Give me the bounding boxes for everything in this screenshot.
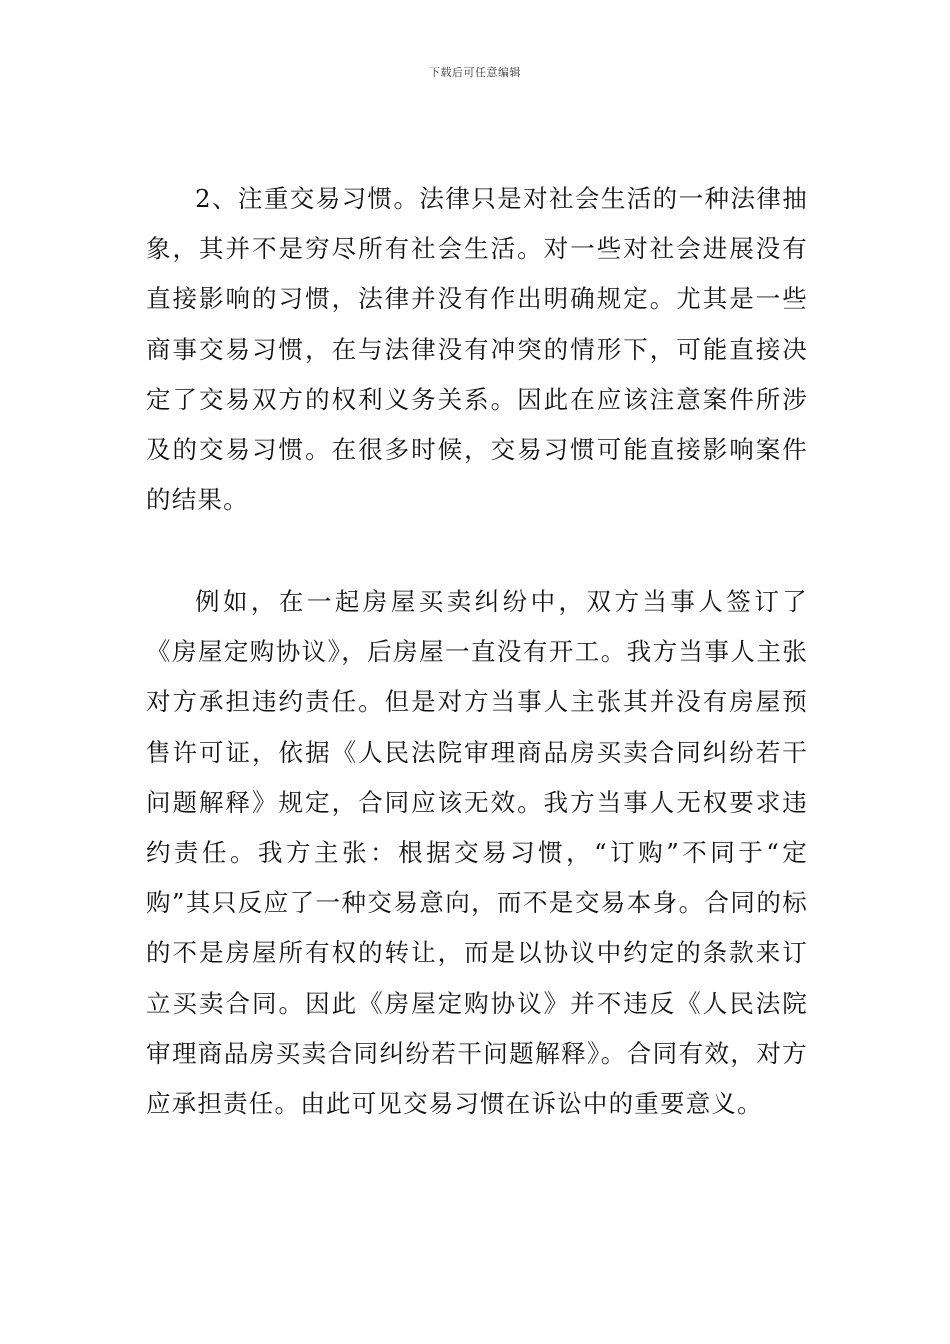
- paragraph-trade-custom: [146, 174, 808, 525]
- paragraph-example-case: [146, 577, 808, 1129]
- paragraph-text: 例如，在一起房屋买卖纠纷中，双方当事人签订了《房屋定购协议》，后房屋一直没有开工。我方当事人主张对方承担违约责任。但是对方当事人主张其并没有房屋预售许可证，依据《人民法院审理商品房买卖合同纠纷若干问题解释》规定，合同应该无效。我方当事人无权要求违约责任。我方主张：根据交易习惯，“订购”不同于“定购”其只反应了一种交易意向，而不是交易本身。合同的标的不是房屋所有权的转让，而是以协议中约定的条款来订立买卖合同。因此《房屋定购协议》并不违反《人民法院审理商品房买卖合同纠纷若干问题解释》。合同有效，对方应承担责任。由此可见交易习惯在诉讼中的重要意义。: [146, 587, 808, 1119]
- paragraph-text: 2、注重交易习惯。法律只是对社会生活的一种法律抽象，其并不是穷尽所有社会生活。对一些对社会进展没有直接影响的习惯，法律并没有作出明确规定。尤其是一些商事交易习惯，在与法律没有冲突的情形下，可能直接决定了交易双方的权利义务关系。因此在应该注意案件所涉及的交易习惯。在很多时候，交易习惯可能直接影响案件的结果。: [146, 184, 808, 515]
- header-note: 下载后可任意编辑: [429, 66, 521, 79]
